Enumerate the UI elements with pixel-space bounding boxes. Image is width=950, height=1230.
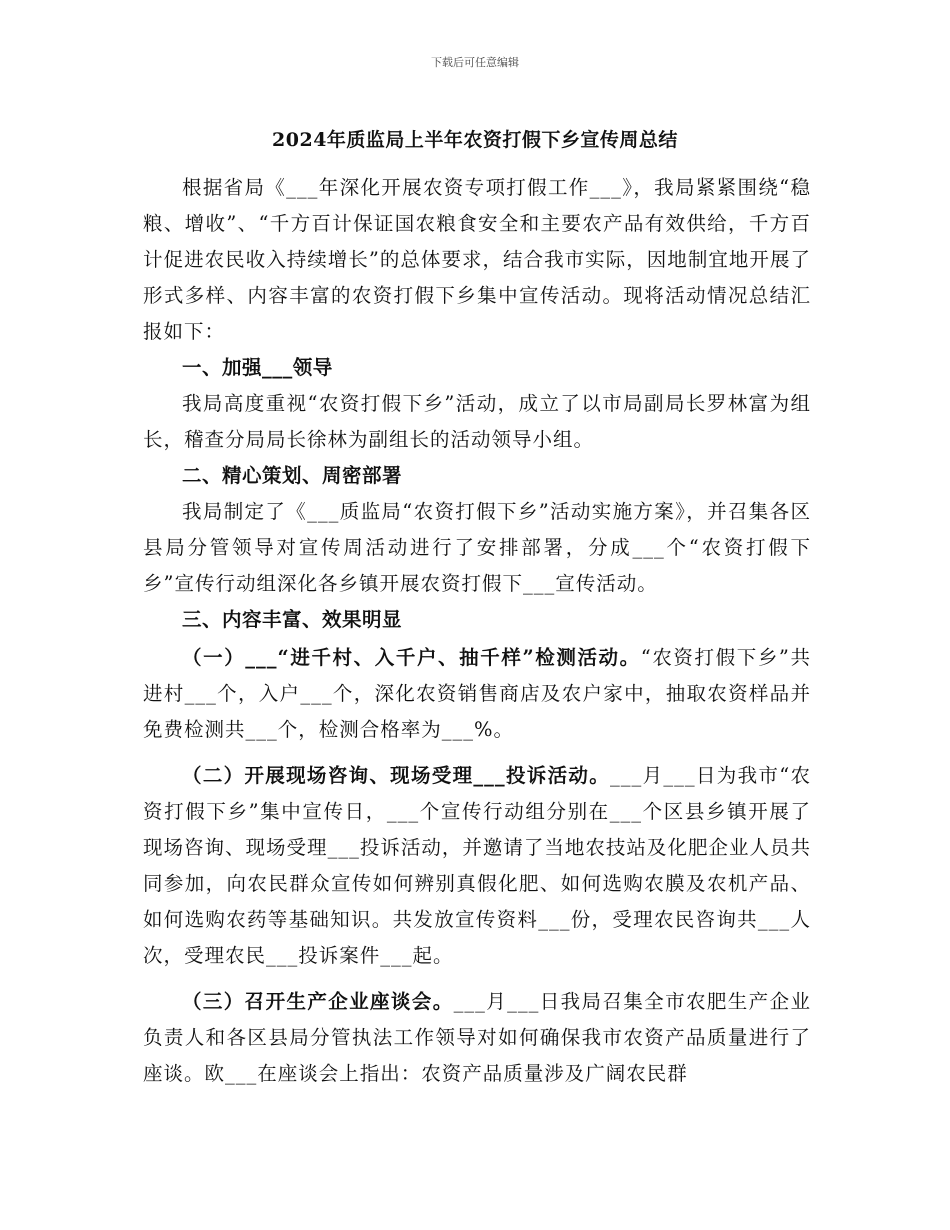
section-2-paragraph: 我局制定了《___质监局“农资打假下乡”活动实施方案》，并召集各区县局分管领导对宣传周活动进行了安排部署，分成___个“农资打假下乡”宣传行动组深化各乡镇开展农资打假下___宣传活动。 <box>143 500 811 595</box>
page-header: 下载后可任意编辑 <box>431 56 519 69</box>
section-1-paragraph: 我局高度重视“农资打假下乡”活动，成立了以市局副局长罗林富为组长，稽查分局局长徐林为副组长的活动领导小组。 <box>143 392 811 451</box>
document-title: 2024年质监局上半年农资打假下乡宣传周总结 <box>272 129 678 151</box>
subsection-2-text: ___月___日为我市“农资打假下乡”集中宣传日，___个宣传行动组分别在___个区县乡镇开展了现场咨询、现场受理___投诉活动，并邀请了当地农技站及化肥企业人员共同参加，向农民群众宣传如何辨别真假化肥、如何选购农膜及农机产品、如何选购农药等基础知识。共发放宣传资料___份，受理农民咨询共___人次，受理农民___投诉案件___起。 <box>143 764 811 967</box>
document-body <box>143 170 811 1092</box>
subsection-3-paragraph <box>143 984 811 1092</box>
subsection-3-lead: （三）召开生产企业座谈会。 <box>182 990 454 1013</box>
subsection-1-paragraph <box>143 640 811 748</box>
intro-paragraph: 根据省局《___年深化开展农资专项打假工作___》，我局紧紧围绕“稳粮、增收”、“千方百计保证国农粮食安全和主要农产品有效供给，千方百计促进农民收入持续增长”的总体要求，结合我市实际，因地制宜地开展了形式多样、内容丰富的农资打假下乡集中宣传活动。现将活动情况总结汇报如下： <box>143 176 811 343</box>
section-heading-1: 一、加强___领导 <box>182 356 333 379</box>
subsection-3-text: ___月___日我局召集全市农肥生产企业负责人和各区县局分管执法工作领导对如何确保我市农资产品质量进行了座谈。欧___在座谈会上指出：农资产品质量涉及广阔农民群 <box>143 990 811 1085</box>
section-heading-2: 二、精心策划、周密部署 <box>182 464 403 487</box>
subsection-2-lead: （二）开展现场咨询、现场受理___投诉活动。 <box>182 764 611 787</box>
subsection-2-paragraph <box>143 758 811 974</box>
subsection-1-lead: （一）___“进千村、入千户、抽千样”检测活动。 <box>182 646 641 669</box>
section-heading-3: 三、内容丰富、效果明显 <box>182 608 403 631</box>
subsection-1-text: “农资打假下乡”共进村___个，入户___个，深化农资销售商店及农户家中，抽取农资样品并免费检测共___个，检测合格率为___%。 <box>143 646 811 741</box>
